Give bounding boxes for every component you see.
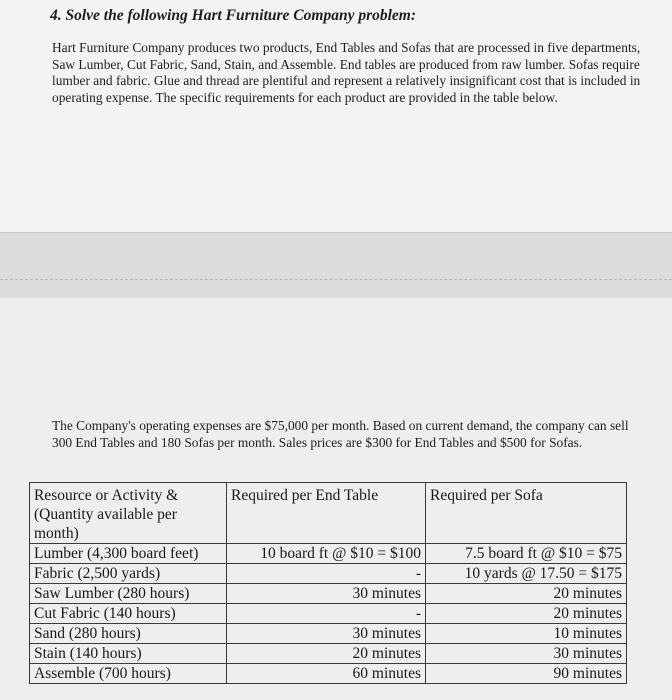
end-table-cell: 20 minutes [227,644,426,664]
resource-cell: Fabric (2,500 yards) [30,564,227,584]
page-upper-section [0,0,672,232]
end-table-cell: 30 minutes [227,584,426,604]
resource-cell: Assemble (700 hours) [30,664,227,684]
page-separator-band [0,232,672,300]
problem-intro-paragraph: Hart Furniture Company produces two products, End Tables and Sofas that are processed in five departments, Saw Lumber, Cut Fabric, Sand, Stain, and Assemble. End tables are produced from raw lumber. Sofas require lumber and fabric. Glue and thread are plentiful and represent a relatively insignificant cost that is included in operating expense. The specific requirements for each product are provided in the table below. [52,40,641,106]
table-row [30,584,627,604]
table-row [30,564,627,584]
resource-cell: Lumber (4,300 board feet) [30,544,227,564]
table-row [30,624,627,644]
table-row [30,664,627,684]
table-row [30,544,627,564]
resource-cell: Sand (280 hours) [30,624,227,644]
resource-cell: Cut Fabric (140 hours) [30,604,227,624]
resource-cell: Saw Lumber (280 hours) [30,584,227,604]
resource-cell: Stain (140 hours) [30,644,227,664]
end-table-cell: 30 minutes [227,624,426,644]
table-header-row [30,483,627,544]
sofa-cell: 10 yards @ 17.50 = $175 [426,564,627,584]
problem-heading: 4. Solve the following Hart Furniture Company problem: [50,7,417,24]
dashed-divider [0,279,672,280]
sofa-cell: 20 minutes [426,604,627,624]
table-row [30,644,627,664]
header-resource: Resource or Activity & (Quantity available per month) [30,483,227,544]
table-row [30,604,627,624]
header-end-table: Required per End Table [227,483,426,544]
end-table-cell: 60 minutes [227,664,426,684]
sofa-cell: 20 minutes [426,584,627,604]
sofa-cell: 90 minutes [426,664,627,684]
sofa-cell: 7.5 board ft @ $10 = $75 [426,544,627,564]
header-sofa: Required per Sofa [426,483,627,544]
end-table-cell: - [227,564,426,584]
requirements-table [29,482,627,684]
end-table-cell: 10 board ft @ $10 = $100 [227,544,426,564]
end-table-cell: - [227,604,426,624]
sofa-cell: 10 minutes [426,624,627,644]
sofa-cell: 30 minutes [426,644,627,664]
operating-expenses-paragraph: The Company's operating expenses are $75,000 per month. Based on current demand, the company can sell 300 End Tables and 180 Sofas per month. Sales prices are $300 for End Tables and $500 for Sofas. [52,418,629,450]
